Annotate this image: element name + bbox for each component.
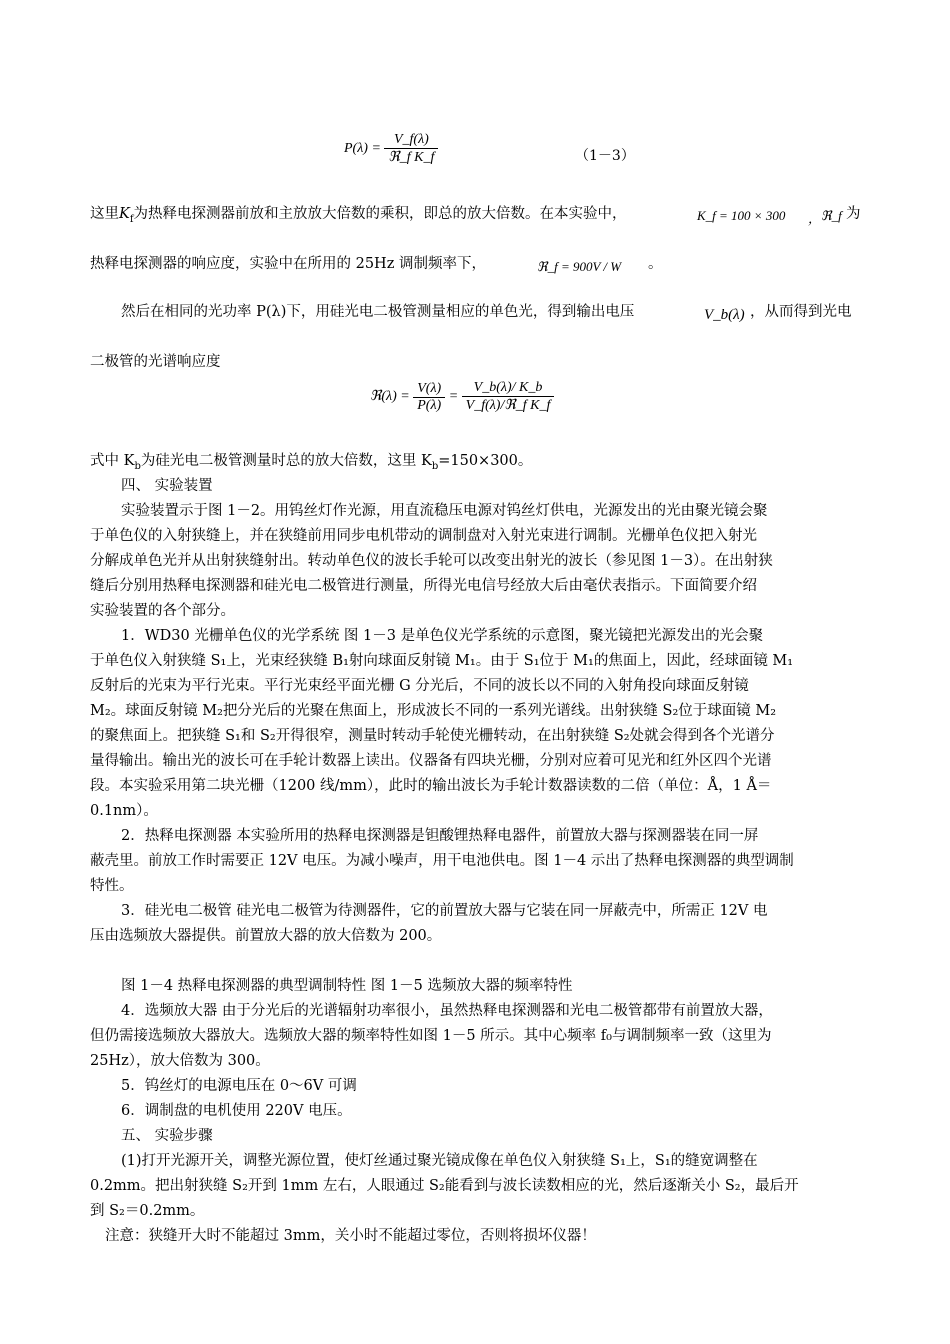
para-line: 段。本实验采用第二块光栅（1200 线/mm），此时的输出波长为手轮计数器读数的二倍（单位：Å，1 Å＝ <box>90 778 772 794</box>
eq-denominator: ℜ_f K_f <box>388 150 435 165</box>
figure-captions: 图 1－4 热释电探测器的典型调制特性 图 1－5 选频放大器的频率特性 <box>121 978 573 994</box>
equation-number: （1－3） <box>575 148 635 164</box>
para-line: 3．硅光电二极管 硅光电二极管为待测器件，它的前置放大器与它装在同一屏蔽壳中，所需正 12V 电 <box>121 903 768 919</box>
para-line: 6．调制盘的电机使用 220V 电压。 <box>121 1103 352 1119</box>
text: b <box>134 460 141 472</box>
rf-value: ℜ_f = 900V / W <box>537 259 622 274</box>
para-line: (1)打开光源开关，调整光源位置，使灯丝通过聚光镜成像在单色仪入射狭缝 S₁上，S₁的缝宽调整在 <box>121 1153 758 1169</box>
vb-symbol: V_b(λ) <box>704 307 745 323</box>
text: 为热释电探测器前放和主放放大倍数的乘积，即总的放大倍数。在本实验中， <box>133 206 627 222</box>
para-line: 于单色仪的入射狭缝上，并在狭缝前用同步电机带动的调制盘对入射光束进行调制。光栅单色仪把入射光 <box>90 528 757 544</box>
eq-denominator: P(λ) <box>417 397 442 413</box>
eq-numerator: V_b(λ)/ K_b <box>462 380 555 397</box>
eq-fraction-2 <box>462 380 555 414</box>
rf-symbol: ℜ_f <box>821 208 842 223</box>
text: 为硅光电二极管测量时总的放大倍数，这里 K <box>140 453 432 469</box>
para-line: 0.2mm。把出射狭缝 S₂开到 1mm 左右，人眼通过 S₂能看到与波长读数相应的光，然后逐渐关小 S₂，最后开 <box>90 1178 799 1194</box>
para-line-3b: ，从而得到光电 <box>750 304 852 320</box>
para-line: 于单色仪入射狭缝 S₁上，光束经狭缝 B₁射向球面反射镜 M₁。由于 S₁位于 M₁的焦面上，因此，经球面镜 M₁ <box>90 653 794 669</box>
eq-lhs: P(λ) = <box>344 141 381 157</box>
para-line: 到 S₂＝0.2mm。 <box>90 1203 205 1219</box>
para-line: 蔽壳里。前放工作时需要正 12V 电压。为减小噪声，用干电池供电。图 1－4 示出了热释电探测器的典型调制 <box>90 853 794 869</box>
section-heading-5: 五、 实验步骤 <box>121 1128 213 1144</box>
eq-fraction-1 <box>413 381 445 414</box>
para-line: M₂。球面反射镜 M₂把分光后的光聚在焦面上，形成波长不同的一系列光谱线。出射狭缝 S₂位于球面镜 M₂ <box>90 703 777 719</box>
para-line: 特性。 <box>90 878 134 894</box>
equation-1-3 <box>344 132 438 166</box>
para-line: 1．WD30 光栅单色仪的光学系统 图 1－3 是单色仪光学系统的示意图，聚光镜把光源发出的光会聚 <box>121 628 764 644</box>
para-line: 但仍需接选频放大器放大。选频放大器的频率特性如图 1－5 所示。其中心频率 f₀与调制频率一致（这里为 <box>90 1028 772 1044</box>
comma: ， <box>808 211 822 226</box>
period: 。 <box>648 256 663 272</box>
eq-numerator: V(λ) <box>413 381 445 398</box>
responsivity-equation <box>370 380 554 414</box>
eq-fraction <box>384 132 438 166</box>
text: K <box>119 206 130 222</box>
section-heading-4: 四、 实验装置 <box>121 478 213 494</box>
para-line: 0.1nm）。 <box>90 803 158 819</box>
text: f <box>129 213 134 225</box>
para-line: 实验装置示于图 1－2。用钨丝灯作光源，用直流稳压电源对钨丝灯供电，光源发出的光由聚光镜会聚 <box>121 503 768 519</box>
para-line-2: 热释电探测器的响应度，实验中在所用的 25Hz 调制频率下， <box>90 256 486 272</box>
para-line: 2．热释电探测器 本实验所用的热释电探测器是钽酸锂热释电器件，前置放大器与探测器装在同一屏 <box>121 828 759 844</box>
eq-equals: = <box>448 389 459 405</box>
para-line: 的聚焦面上。把狭缝 S₁和 S₂开得很窄，测量时转动手轮使光栅转动，在出射狭缝 S₂处就会得到各个光谱分 <box>90 728 775 744</box>
eq-denominator: V_f(λ)/ℜ_f K_f <box>465 398 551 413</box>
para-line-4: 二极管的光谱响应度 <box>90 354 221 370</box>
para-line: 量得输出。输出光的波长可在手轮计数器上读出。仪器备有四块光栅，分别对应着可见光和红外区四个光谱 <box>90 753 772 769</box>
para-line: 实验装置的各个部分。 <box>90 603 235 619</box>
text-wei: 为 <box>846 206 861 222</box>
text: 式中 K <box>90 453 135 469</box>
para-line: 分解成单色光并从出射狭缝射出。转动单色仪的波长手轮可以改变出射光的波长（参见图 1－3）。在出射狭 <box>90 553 773 569</box>
eq-lhs: ℜ(λ) = <box>370 389 410 405</box>
para-line-3: 然后在相同的光功率 P(λ)下，用硅光电二极管测量相应的单色光，得到输出电压 <box>121 304 635 320</box>
text: b <box>431 460 439 472</box>
para-line: 缝后分别用热释电探测器和硅光电二极管进行测量，所得光电信号经放大后由毫伏表指示。下面简要介绍 <box>90 578 757 594</box>
para-line: 25Hz），放大倍数为 300。 <box>90 1053 270 1069</box>
text: 这里 <box>90 206 119 222</box>
warning-note: 注意：狭缝开大时不能超过 3mm，关小时不能超过零位，否则将损坏仪器！ <box>105 1228 596 1244</box>
para-line: 反射后的光束为平行光束。平行光束经平面光栅 G 分光后，不同的波长以不同的入射角投向球面反射镜 <box>90 678 749 694</box>
para-line: 压由选频放大器提供。前置放大器的放大倍数为 200。 <box>90 928 442 944</box>
para-line: 4．选频放大器 由于分光后的光谱辐射功率很小，虽然热释电探测器和光电二极管都带有前置放大器， <box>121 1003 773 1019</box>
para-line-5 <box>90 451 865 477</box>
text: =150×300。 <box>438 453 533 469</box>
para-line: 5．钨丝灯的电源电压在 0～6V 可调 <box>121 1078 357 1094</box>
eq-numerator: V_f(λ) <box>384 132 438 149</box>
kf-value: K_f = 100 × 300 <box>697 208 786 223</box>
